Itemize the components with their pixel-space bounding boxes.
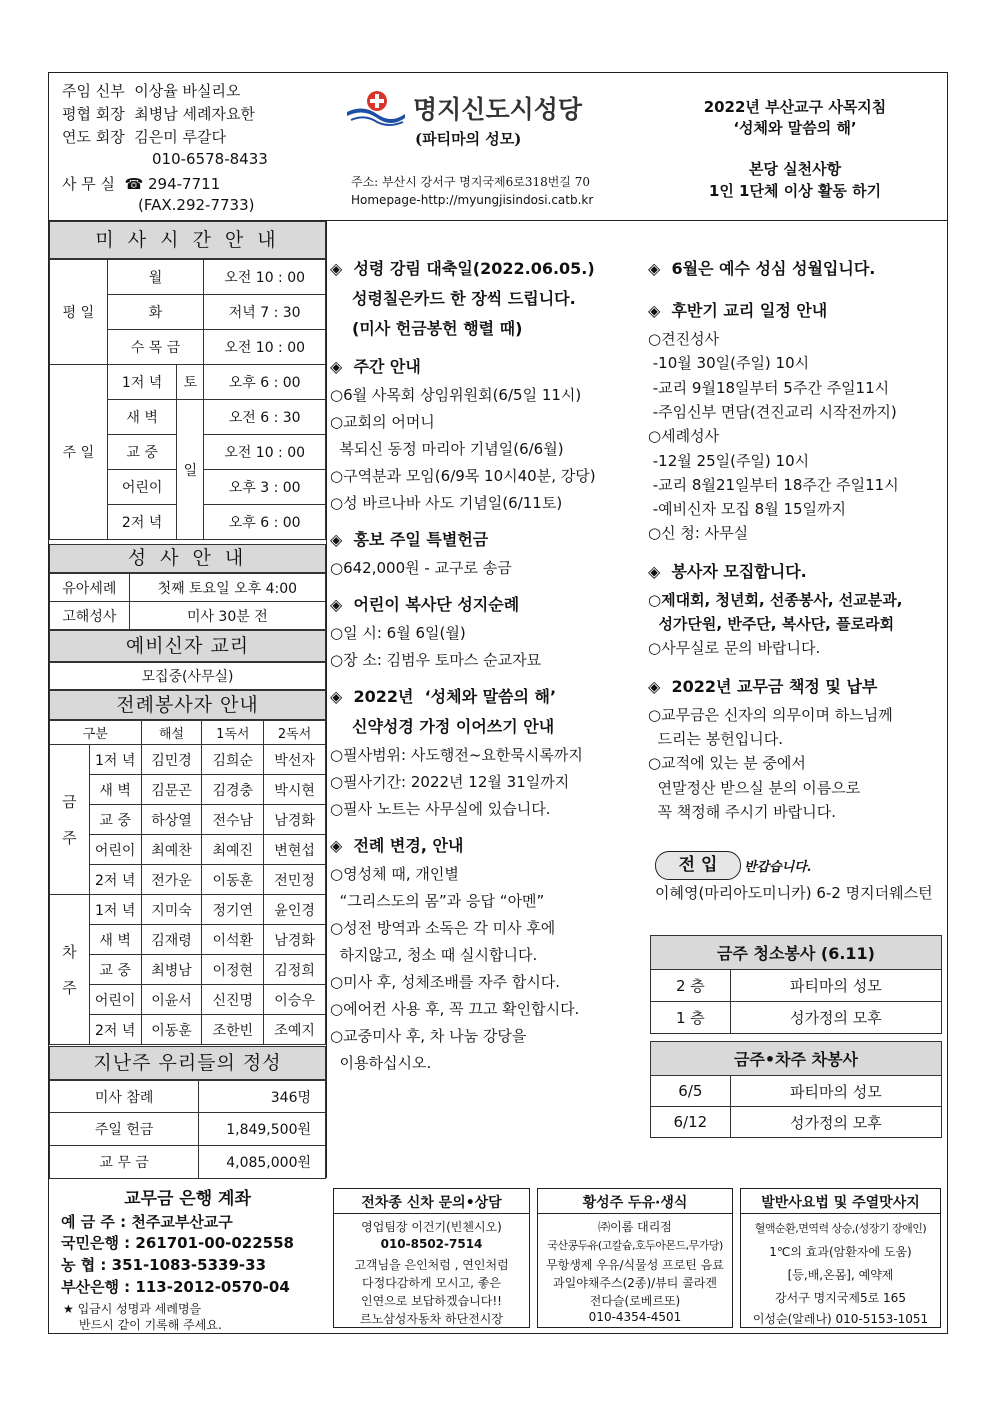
bank-note: 반드시 같이 기록해 주세요. bbox=[79, 1318, 222, 1332]
mass-day: 월 bbox=[107, 260, 204, 295]
notice-heading: ◈ 2022년 ‘성체와 말씀의 해’ bbox=[330, 687, 557, 706]
second-reader: 전민정 bbox=[264, 865, 326, 895]
notice-line: ○에어컨 사용 후, 꼭 끄고 확인합시다. bbox=[330, 1000, 580, 1018]
ad-line: 1℃의 효과(암환자에 도움) bbox=[769, 1245, 912, 1259]
mass-name: 어린이 bbox=[89, 985, 141, 1015]
notice-heading-cont: 성령칠은카드 한 장씩 드립니다. bbox=[352, 289, 576, 308]
commentator: 김민경 bbox=[141, 745, 202, 775]
notice-line: -주임신부 면담(견진교리 시작전까지) bbox=[648, 402, 897, 421]
parish-address: 주소: 부산시 강서구 명지국제6로318번길 70 bbox=[351, 175, 590, 189]
welcome-person: 이혜영(마리아도미니카) 6-2 명지더웨스턴 bbox=[655, 884, 933, 902]
second-reader: 윤인경 bbox=[264, 895, 326, 925]
mass-name: 1저 녁 bbox=[89, 745, 141, 775]
notice-line: 성가단원, 반주단, 복사단, 플로라회 bbox=[648, 615, 895, 633]
bank-row: 부산은행 : 113-2012-0570-04 bbox=[61, 1278, 290, 1296]
commentator: 최예찬 bbox=[141, 835, 202, 865]
notice-heading-cont: 신약성경 가정 이어쓰기 안내 bbox=[352, 717, 555, 736]
first-reader: 김희순 bbox=[202, 745, 264, 775]
notice-line: 복되신 동정 마리아 기념일(6/6월) bbox=[330, 440, 564, 458]
notice-heading: ◈ 전례 변경, 안내 bbox=[330, 836, 464, 855]
notice-heading: ◈ 홍보 주일 특별헌금 bbox=[330, 530, 489, 549]
staff-phone: 010-6578-8433 bbox=[152, 150, 268, 168]
notice-line: -예비신자 모집 8월 15일까지 bbox=[648, 500, 847, 519]
first-reader: 최예진 bbox=[202, 835, 264, 865]
mass-day: 화 bbox=[107, 295, 204, 330]
office-fax: (FAX.292-7733) bbox=[138, 196, 255, 214]
mass-name: 2저 녁 bbox=[107, 505, 177, 540]
staff-role: 평협 회장 bbox=[62, 105, 125, 123]
weekday-label: 평 일 bbox=[50, 260, 108, 365]
notice-line: ○필사 노트는 사무실에 있습니다. bbox=[330, 800, 551, 818]
mass-name: 어린이 bbox=[107, 470, 177, 505]
notice-line: -12월 25일(주일) 10시 bbox=[648, 451, 810, 470]
ad-phone: 이성순(알레나) 010-5153-1051 bbox=[752, 1312, 929, 1326]
staff-name: 최병남 세례자요한 bbox=[134, 105, 255, 123]
parish-logo-icon bbox=[345, 88, 407, 128]
ad-title: 발반사요법 및 주열맛사지 bbox=[761, 1195, 920, 1211]
commentator: 하상열 bbox=[141, 805, 202, 835]
notice-line: 하지않고, 청소 때 실시합니다. bbox=[330, 946, 538, 964]
notice-heading: ◈ 6월은 예수 성심 성월입니다. bbox=[648, 259, 876, 278]
offering-value: 1,849,500원 bbox=[199, 1113, 326, 1146]
notice-line: ○견진성사 bbox=[648, 330, 720, 348]
cleaning-group: 성가정의 모후 bbox=[730, 1002, 941, 1034]
ad-line: ㈜이롬 대리점 bbox=[598, 1220, 672, 1234]
second-reader: 김정희 bbox=[264, 955, 326, 985]
commentator: 이동훈 bbox=[141, 1015, 202, 1045]
parish-header bbox=[345, 84, 625, 214]
offering-name: 교 무 금 bbox=[50, 1146, 199, 1179]
second-reader: 이승우 bbox=[264, 985, 326, 1015]
commentator: 지미숙 bbox=[141, 895, 202, 925]
liturgy-title: 전례봉사자 안내 bbox=[49, 690, 326, 720]
first-reader: 이정현 bbox=[202, 955, 264, 985]
mass-schedule-table bbox=[49, 259, 326, 540]
office-label: 사 무 실 bbox=[62, 175, 116, 193]
second-reader: 남경화 bbox=[264, 805, 326, 835]
offering-title: 지난주 우리들의 정성 bbox=[49, 1046, 326, 1080]
parish-name: 명지신도시성당 bbox=[413, 95, 583, 124]
ad-car-dealer bbox=[333, 1188, 530, 1328]
mass-name: 교 중 bbox=[89, 955, 141, 985]
parish-subtitle: (파티마의 성모) bbox=[415, 130, 522, 148]
ad-line: 무항생제 우유/식물성 프로틴 음료 bbox=[546, 1258, 724, 1272]
liturgy-header: 2독서 bbox=[264, 721, 326, 745]
tea-group: 파티마의 성모 bbox=[730, 1076, 941, 1107]
second-reader: 박시현 bbox=[264, 775, 326, 805]
next-week-label: 차 주 bbox=[50, 895, 90, 1045]
mass-name: 교 중 bbox=[89, 805, 141, 835]
notice-heading: ◈ 후반기 교리 일정 안내 bbox=[648, 301, 828, 320]
notice-line: ○성전 방역과 소독은 각 미사 후에 bbox=[330, 919, 556, 937]
mass-time: 저녁 7 : 30 bbox=[204, 295, 326, 330]
welcome-badge: 전 입 bbox=[655, 851, 741, 880]
mass-time: 오전 10 : 00 bbox=[204, 330, 326, 365]
ad-massage bbox=[740, 1188, 941, 1328]
notice-line: ○교중미사 후, 차 나눔 강당을 bbox=[330, 1027, 527, 1045]
second-reader: 박선자 bbox=[264, 745, 326, 775]
staff-name: 이상율 바실리오 bbox=[134, 82, 241, 100]
ad-line: 인연으로 보답하겠습니다!! bbox=[361, 1294, 502, 1308]
staff-role: 주임 신부 bbox=[62, 82, 125, 100]
pastoral-title: 2022년 부산교구 사목지침 bbox=[703, 98, 887, 116]
mass-name: 어린이 bbox=[89, 835, 141, 865]
notice-heading: ◈ 봉사자 모집합니다. bbox=[648, 561, 807, 581]
notice-line: ○642,000원 - 교구로 송금 bbox=[330, 559, 512, 577]
notice-line: ○교무금은 신자의 의무이며 하느님께 bbox=[648, 705, 893, 724]
liturgy-table bbox=[49, 720, 326, 1045]
saturday-mark: 토 bbox=[177, 365, 204, 400]
mass-name: 새 벽 bbox=[107, 400, 177, 435]
practice-text: 1인 1단체 이상 활동 하기 bbox=[708, 182, 882, 200]
notice-line: ○필사기간: 2022년 12월 31일까지 bbox=[330, 773, 570, 791]
notice-line: -교리 8월21일부터 18주간 주일11시 bbox=[648, 475, 899, 494]
staff-role: 연도 회장 bbox=[62, 128, 125, 146]
ad-line: 강서구 명지국제5로 165 bbox=[775, 1291, 906, 1305]
cleaning-floor: 1 층 bbox=[651, 1002, 731, 1034]
tea-title: 금주•차주 차봉사 bbox=[651, 1042, 942, 1076]
ad-phone: 010-4354-4501 bbox=[588, 1310, 682, 1324]
second-reader: 조예지 bbox=[264, 1015, 326, 1045]
ad-line: 고객님을 은인처럼 , 연인처럼 bbox=[354, 1258, 509, 1272]
mass-name: 1저 녁 bbox=[89, 895, 141, 925]
notice-line: ○교적에 있는 분 중에서 bbox=[648, 754, 806, 773]
ad-line: [등,배,온몸], 예약제 bbox=[787, 1268, 894, 1282]
notice-line: ○미사 후, 성체조배를 자주 합시다. bbox=[330, 973, 561, 991]
mass-time: 오후 3 : 00 bbox=[204, 470, 326, 505]
mass-name: 1저 녁 bbox=[107, 365, 177, 400]
tea-date: 6/5 bbox=[651, 1076, 731, 1107]
notice-line: ○제대회, 청년회, 선종봉사, 선교분과, bbox=[648, 590, 903, 609]
pastoral-theme: ‘성체와 말씀의 해’ bbox=[733, 119, 857, 137]
welcome-greeting: 반갑습니다. bbox=[744, 860, 812, 875]
ad-line: 국산콩두유(고칼슘,호두아몬드,무가당) bbox=[547, 1239, 723, 1252]
bank-row: 예 금 주 : 천주교부산교구 bbox=[61, 1213, 233, 1231]
mass-name: 2저 녁 bbox=[89, 1015, 141, 1045]
second-reader: 변현섭 bbox=[264, 835, 326, 865]
bank-row: 농 협 : 351-1083-5339-33 bbox=[61, 1256, 267, 1274]
notice-line: 꼭 책정해 주시기 바랍니다. bbox=[648, 802, 836, 821]
notice-line: -10월 30일(주일) 10시 bbox=[648, 354, 810, 373]
notice-column-middle bbox=[330, 256, 640, 1156]
catechumen-status: 모집중(사무실) bbox=[49, 662, 326, 690]
mass-time: 오전 6 : 30 bbox=[204, 400, 326, 435]
notice-line: ○세례성사 bbox=[648, 427, 720, 446]
offering-name: 주일 헌금 bbox=[50, 1113, 199, 1146]
left-column-divider bbox=[326, 220, 327, 1178]
sacrament-name: 고해성사 bbox=[50, 602, 130, 630]
notice-line: ○영성체 때, 개인별 bbox=[330, 865, 459, 883]
parish-homepage[interactable]: Homepage-http://myungjisindosi.catb.kr bbox=[351, 193, 594, 207]
first-reader: 이동훈 bbox=[202, 865, 264, 895]
notice-line: ○신 청: 사무실 bbox=[648, 524, 749, 543]
notice-line: ○장 소: 김범우 토마스 순교자묘 bbox=[330, 651, 542, 669]
ad-line: 과일야채주스(2종)/뷰티 콜라겐 bbox=[553, 1276, 717, 1290]
practice-title: 본당 실천사항 bbox=[748, 160, 842, 178]
mass-name: 교 중 bbox=[107, 435, 177, 470]
ad-title: 황성주 두유·생식 bbox=[582, 1195, 688, 1211]
first-reader: 신진명 bbox=[202, 985, 264, 1015]
sunday-label: 주 일 bbox=[50, 365, 108, 540]
mass-day: 수 목 금 bbox=[107, 330, 204, 365]
commentator: 전가운 bbox=[141, 865, 202, 895]
sacrament-value: 첫째 토요일 오후 4:00 bbox=[129, 574, 325, 602]
mass-time: 오후 6 : 00 bbox=[204, 365, 326, 400]
tea-group: 성가정의 모후 bbox=[730, 1107, 941, 1138]
notice-line: “그리스도의 몸”과 응답 “아멘” bbox=[330, 892, 545, 910]
mass-name: 새 벽 bbox=[89, 775, 141, 805]
bank-info bbox=[49, 1178, 326, 1334]
notice-line: ○성 바르나바 사도 기념일(6/11토) bbox=[330, 494, 563, 512]
cleaning-table bbox=[650, 935, 942, 1034]
staff-info bbox=[60, 80, 330, 220]
cleaning-group: 파티마의 성모 bbox=[730, 970, 941, 1002]
notice-line: ○필사범위: 사도행전~요한묵시록까지 bbox=[330, 746, 583, 764]
bank-title: 교무금 은행 계좌 bbox=[124, 1189, 251, 1209]
notice-heading: ◈ 2022년 교무금 책정 및 납부 bbox=[648, 676, 878, 696]
mass-time: 오후 6 : 00 bbox=[204, 505, 326, 540]
cleaning-title: 금주 청소봉사 (6.11) bbox=[651, 936, 942, 970]
ad-line: 전다슬(로베르또) bbox=[589, 1294, 681, 1308]
office-phone: ☎ 294-7711 bbox=[124, 175, 221, 193]
pastoral-guide bbox=[660, 92, 930, 212]
second-reader: 남경화 bbox=[264, 925, 326, 955]
liturgy-header: 1독서 bbox=[202, 721, 264, 745]
liturgy-header: 해설 bbox=[141, 721, 202, 745]
bank-row: 국민은행 : 261701-00-022558 bbox=[61, 1234, 294, 1252]
this-week-label: 금 주 bbox=[50, 745, 90, 895]
sacrament-name: 유아세례 bbox=[50, 574, 130, 602]
first-reader: 이석환 bbox=[202, 925, 264, 955]
notice-line: ○6월 사목회 상임위원회(6/5일 11시) bbox=[330, 386, 582, 404]
commentator: 최병남 bbox=[141, 955, 202, 985]
notice-heading-cont: (미사 헌금봉헌 행렬 때) bbox=[352, 319, 523, 338]
mass-time: 오전 10 : 00 bbox=[204, 260, 326, 295]
offering-name: 미사 참례 bbox=[50, 1081, 199, 1113]
notice-heading: ◈ 성령 강림 대축일(2022.06.05.) bbox=[330, 259, 595, 278]
first-reader: 정기연 bbox=[202, 895, 264, 925]
offering-value: 346명 bbox=[199, 1081, 326, 1113]
tea-date: 6/12 bbox=[651, 1107, 731, 1138]
notice-heading: ◈ 주간 안내 bbox=[330, 357, 421, 376]
notice-line: ○일 시: 6월 6일(월) bbox=[330, 624, 466, 642]
notice-line: ○사무실로 문의 바랍니다. bbox=[648, 639, 821, 658]
notice-line: 드리는 봉헌입니다. bbox=[648, 729, 783, 748]
mass-time: 오전 10 : 00 bbox=[204, 435, 326, 470]
ad-line: 르노삼성자동차 하단전시장 bbox=[360, 1312, 503, 1326]
ad-line: 다정다감하게 모시고, 좋은 bbox=[362, 1276, 501, 1290]
first-reader: 전수남 bbox=[202, 805, 264, 835]
notice-line: ○교회의 어머니 bbox=[330, 413, 435, 431]
catechumen-title: 예비신자 교리 bbox=[49, 630, 326, 662]
sacrament-table bbox=[49, 573, 326, 630]
notice-line: ○구역분과 모임(6/9목 10시40분, 강당) bbox=[330, 467, 596, 485]
cleaning-floor: 2 층 bbox=[651, 970, 731, 1002]
bank-note: ★ 입금시 성명과 세례명을 bbox=[63, 1302, 202, 1316]
notice-line: 이용하십시오. bbox=[330, 1054, 432, 1072]
sacrament-value: 미사 30분 전 bbox=[129, 602, 325, 630]
first-reader: 조한빈 bbox=[202, 1015, 264, 1045]
commentator: 김문곤 bbox=[141, 775, 202, 805]
mass-schedule-title: 미 사 시 간 안 내 bbox=[49, 221, 326, 259]
sunday-mark: 일 bbox=[177, 400, 204, 540]
notice-heading: ◈ 어린이 복사단 성지순례 bbox=[330, 595, 520, 614]
notice-line: -교리 9월18일부터 5주간 주일11시 bbox=[648, 378, 890, 397]
ad-line: 혈액순환,면역력 상승,(성장기 장애인) bbox=[754, 1222, 927, 1235]
liturgy-header: 구분 bbox=[50, 721, 142, 745]
notice-line: 연말정산 받으실 분의 이름으로 bbox=[648, 778, 861, 797]
notice-column-right bbox=[648, 256, 944, 856]
ad-soymilk bbox=[537, 1188, 733, 1328]
ad-phone: 010-8502-7514 bbox=[380, 1237, 483, 1251]
staff-name: 김은미 루갈다 bbox=[134, 128, 226, 146]
offering-value: 4,085,000원 bbox=[199, 1146, 326, 1179]
mass-name: 새 벽 bbox=[89, 925, 141, 955]
commentator: 이윤서 bbox=[141, 985, 202, 1015]
first-reader: 김경충 bbox=[202, 775, 264, 805]
mass-name: 2저 녁 bbox=[89, 865, 141, 895]
tea-table bbox=[650, 1041, 942, 1138]
ad-title: 전차종 신차 문의•상담 bbox=[361, 1195, 502, 1211]
commentator: 김재령 bbox=[141, 925, 202, 955]
offering-table bbox=[49, 1080, 326, 1179]
ad-line: 영업팀장 이건기(빈첸시오) bbox=[361, 1220, 502, 1234]
sacrament-title: 성 사 안 내 bbox=[49, 544, 326, 573]
